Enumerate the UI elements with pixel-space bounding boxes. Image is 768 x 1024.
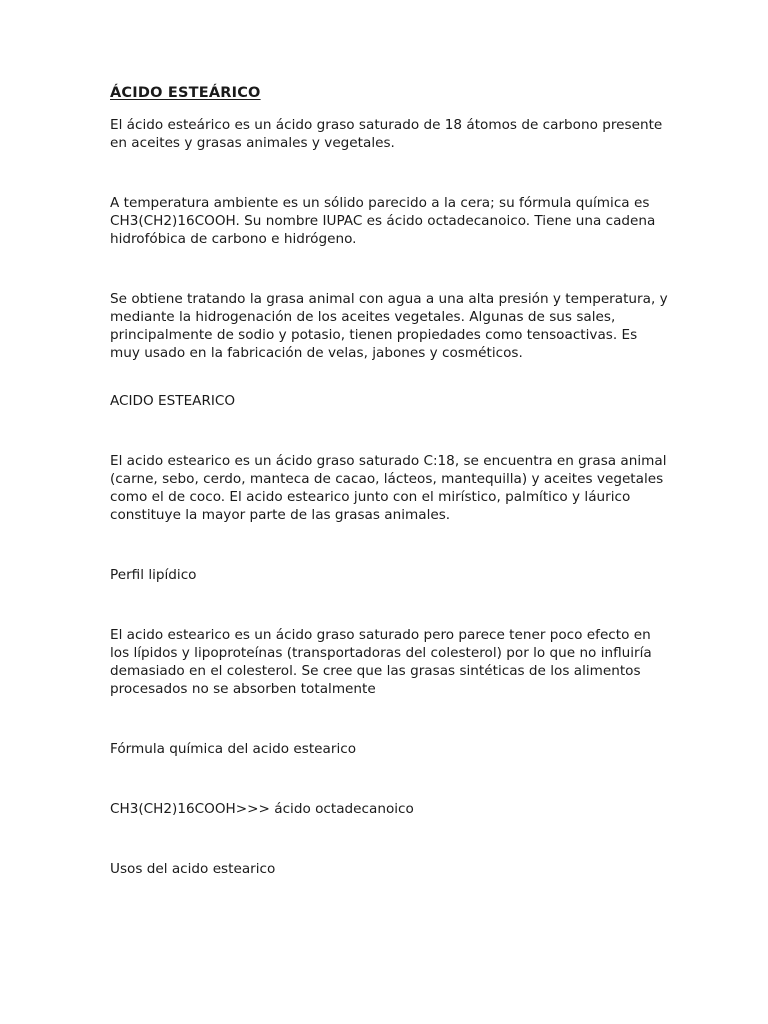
section-heading-perfil-lipidico: Perfil lipídico xyxy=(110,567,197,583)
paragraph-intro: El ácido esteárico es un ácido graso saturado de 18 átomos de carbono presente en aceites y grasas animales y vegetales. xyxy=(110,117,663,151)
section-heading-formula: Fórmula química del acido estearico xyxy=(110,741,357,757)
document-title: ÁCIDO ESTEÁRICO xyxy=(110,85,261,101)
section-heading-usos: Usos del acido estearico xyxy=(110,861,276,877)
formula-line: CH3(CH2)16COOH>>> ácido octadecanoico xyxy=(110,801,414,817)
section-heading-acido-estearico: ACIDO ESTEARICO xyxy=(110,393,236,409)
paragraph-sources: El acido estearico es un ácido graso saturado C:18, se encuentra en grasa animal (carne, sebo, cerdo, manteca de cacao, lácteos, mantequilla) y aceites vegetales como el de coco. El acido estearico junto con el mirístico, palmítico y láurico constituye la mayor parte de las grasas animales. xyxy=(110,453,667,523)
paragraph-lipid-profile: El acido estearico es un ácido graso saturado pero parece tener poco efecto en los lípidos y lipoproteínas (transportadoras del colesterol) por lo que no influiría demasiado en el colesterol. Se cree que las grasas sintéticas de los alimentos procesados no se absorben totalmente xyxy=(110,627,652,697)
paragraph-properties: A temperatura ambiente es un sólido parecido a la cera; su fórmula química es CH3(CH2)16COOH. Su nombre IUPAC es ácido octadecanoico. Tiene una cadena hidrofóbica de carbono e hidrógeno. xyxy=(110,195,656,247)
paragraph-production: Se obtiene tratando la grasa animal con agua a una alta presión y temperatura, y mediante la hidrogenación de los aceites vegetales. Algunas de sus sales, principalmente de sodio y potasio, tienen propiedades como tensoactivas. Es muy usado en la fabricación de velas, jabones y cosméticos. xyxy=(110,291,668,361)
